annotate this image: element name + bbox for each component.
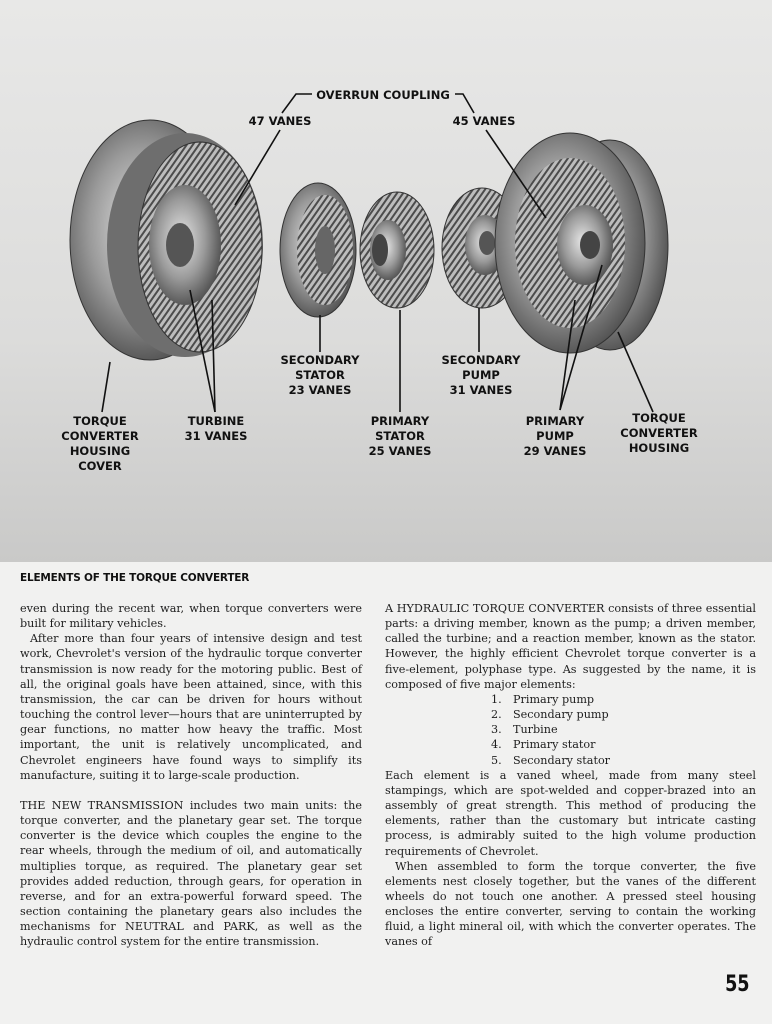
label-secondary-pump: SECONDARY PUMP 31 VANES [441,353,521,397]
label-primary-stator: PRIMARY STATOR 25 VANES [368,414,432,458]
list-item: 5. Secondary stator [491,753,611,767]
paragraph: THE NEW TRANSMISSION includes two main units: the torque converter, and the planetary gear set. The torque converter is the device which couples the engine to the rear wheels, through the medium of oil, and automatically multiplies torque, as required. The planetary gear set provides added reduction, through gears, for operation in reverse, and for an extra-powerful forward speed. The section containing the planetary gears also includes the mechanisms for NEUTRAL and PARK, as well as the hydraulic control system for the entire transmission. [20,798,362,949]
list-item: 3. Turbine [491,723,558,737]
secondary-stator-wheel [280,183,356,317]
label-secondary-stator: SECONDARY STATOR 23 VANES [280,353,360,397]
elements-list [385,692,756,768]
paragraph: A HYDRAULIC TORQUE CONVERTER consists of three essential parts: a driving member, known as the pump; a driven member, called the turbine; and a reaction member, known as the stator. However, the highly efficient Chevrolet torque converter is a five-element, polyphase type. As suggested by the name, it is composed of five major elements: [385,602,756,691]
right-column [385,601,756,950]
page-number: 55 [725,972,750,997]
left-column [20,601,362,949]
label-turbine: TURBINE 31 VANES [184,414,248,443]
list-item: 4. Primary stator [491,738,596,752]
figure-caption: ELEMENTS OF THE TORQUE CONVERTER [20,572,250,584]
turbine-wheel [138,142,262,352]
list-item: 2. Secondary pump [491,708,609,722]
list-item: 1. Primary pump [491,692,595,706]
label-housing-cover: TORQUE CONVERTER HOUSING COVER [61,414,139,473]
label-47-vanes: 47 VANES [248,114,312,128]
label-45-vanes: 45 VANES [452,114,516,128]
housing-wheel [495,133,668,353]
paragraph: When assembled to form the torque converter, the five elements nest closely together, but the vanes of the different wheels do not touch one another. A pressed steel housing encloses the entire converter, serving to contain the working fluid, a light mineral oil, with which the converter operates. The vanes of [385,859,756,949]
label-housing: TORQUE CONVERTER HOUSING [620,411,698,455]
paragraph: After more than four years of intensive design and test work, Chevrolet's version of the hydraulic torque converter transmission is now ready for the motoring public. Best of all, the original goals have been attained, since, with this transmission, the car can be driven for hours without touching the control lever—hours that are uninterrupted by gear functions, no matter how heavy the traffic. Most important, the unit is relatively uncomplicated, and Chevrolet engineers have found ways to simplify its manufacture, suiting it to large-scale production. [20,632,362,782]
paragraph: Each element is a vaned wheel, made from many steel stampings, which are spot-welded and copper-brazed into an assembly of great strength. This method of producing the elements, rather than the customary but intricate casting process, is admirably suited to the high volume production requirements of Chevrolet. [385,768,756,858]
label-primary-pump: PRIMARY PUMP 29 VANES [523,414,587,458]
primary-stator-wheel [360,192,434,308]
label-overrun-coupling: OVERRUN COUPLING [316,88,450,102]
paragraph: even during the recent war, when torque converters were built for military vehicles. [20,602,362,631]
